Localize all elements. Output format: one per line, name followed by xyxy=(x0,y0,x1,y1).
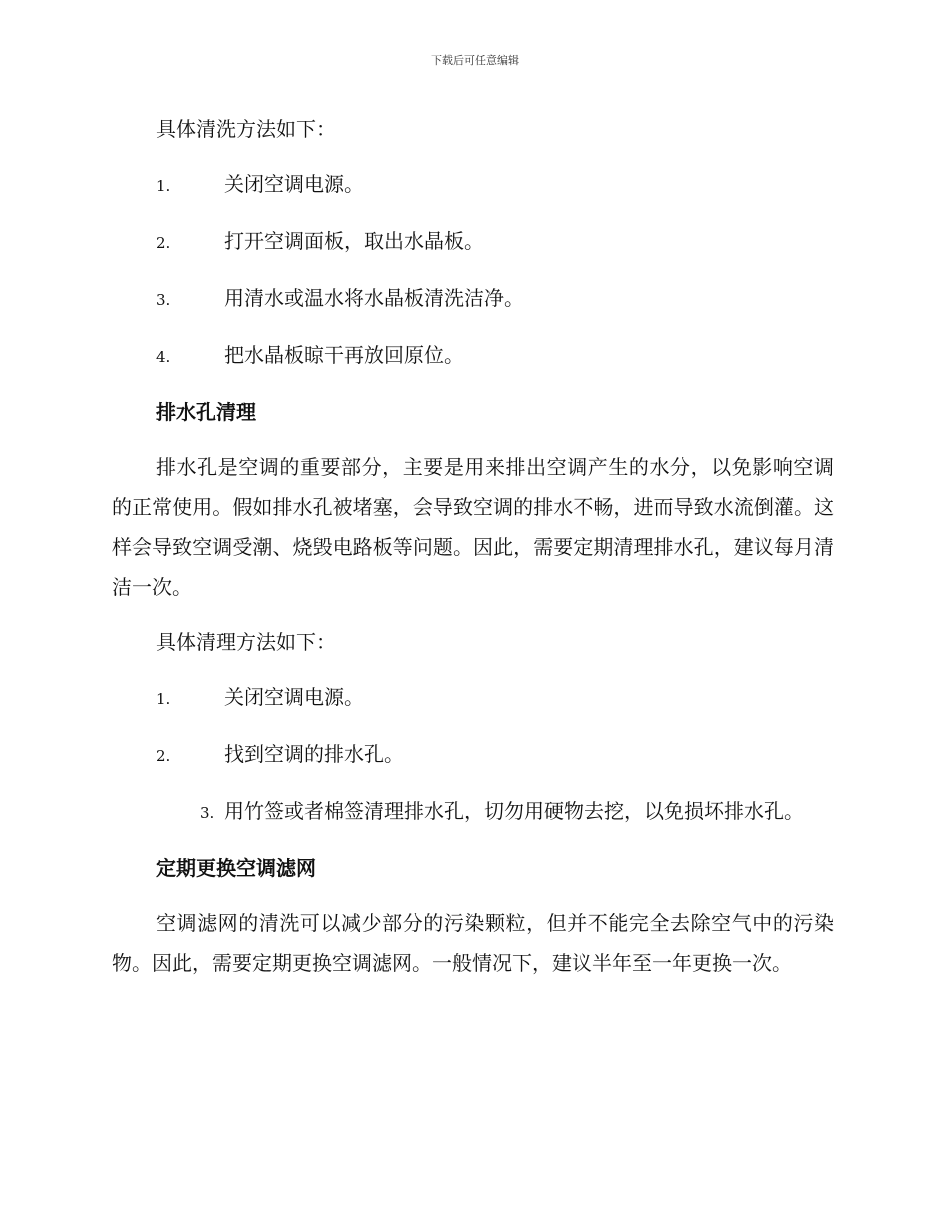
section3-paragraph: 空调滤网的清洗可以减少部分的污染颗粒，但并不能完全去除空气中的污染物。因此，需要定期更换空调滤网。一般情况下，建议半年至一年更换一次。 xyxy=(112,911,834,975)
list-number: 1. xyxy=(156,177,171,195)
list-number: 3. xyxy=(156,291,171,309)
list-number: 4. xyxy=(156,348,171,366)
section2-intro: 具体清理方法如下： xyxy=(156,630,336,654)
list-text: 打开空调面板，取出水晶板。 xyxy=(224,229,484,253)
list-item xyxy=(112,335,834,377)
list-number: 1. xyxy=(156,690,171,708)
list-text: 把水晶板晾干再放回原位。 xyxy=(224,343,464,367)
list-item xyxy=(112,278,834,320)
section2-paragraph: 排水孔是空调的重要部分，主要是用来排出空调产生的水分，以免影响空调的正常使用。假如排水孔被堵塞，会导致空调的排水不畅，进而导致水流倒灌。这样会导致空调受潮、烧毁电路板等问题。因此，需要定期清理排水孔，建议每月清洁一次。 xyxy=(112,455,834,599)
list-item xyxy=(112,791,834,833)
list-text: 用竹签或者棉签清理排水孔，切勿用硬物去挖，以免损坏排水孔。 xyxy=(224,799,804,823)
list-item xyxy=(112,677,834,719)
list-text: 关闭空调电源。 xyxy=(224,685,364,709)
list-number: 2. xyxy=(156,747,171,765)
list-item xyxy=(112,734,834,776)
section2-heading: 排水孔清理 xyxy=(156,400,256,424)
list-item xyxy=(112,164,834,206)
list-item xyxy=(112,221,834,263)
section1-intro: 具体清洗方法如下： xyxy=(156,117,336,141)
section3-heading: 定期更换空调滤网 xyxy=(156,856,316,880)
page-header: 下载后可任意编辑 xyxy=(431,54,519,67)
list-text: 关闭空调电源。 xyxy=(224,172,364,196)
document-body xyxy=(112,109,834,998)
list-number: 3. xyxy=(200,804,215,822)
list-text: 找到空调的排水孔。 xyxy=(224,742,404,766)
list-number: 2. xyxy=(156,234,171,252)
list-text: 用清水或温水将水晶板清洗洁净。 xyxy=(224,286,524,310)
